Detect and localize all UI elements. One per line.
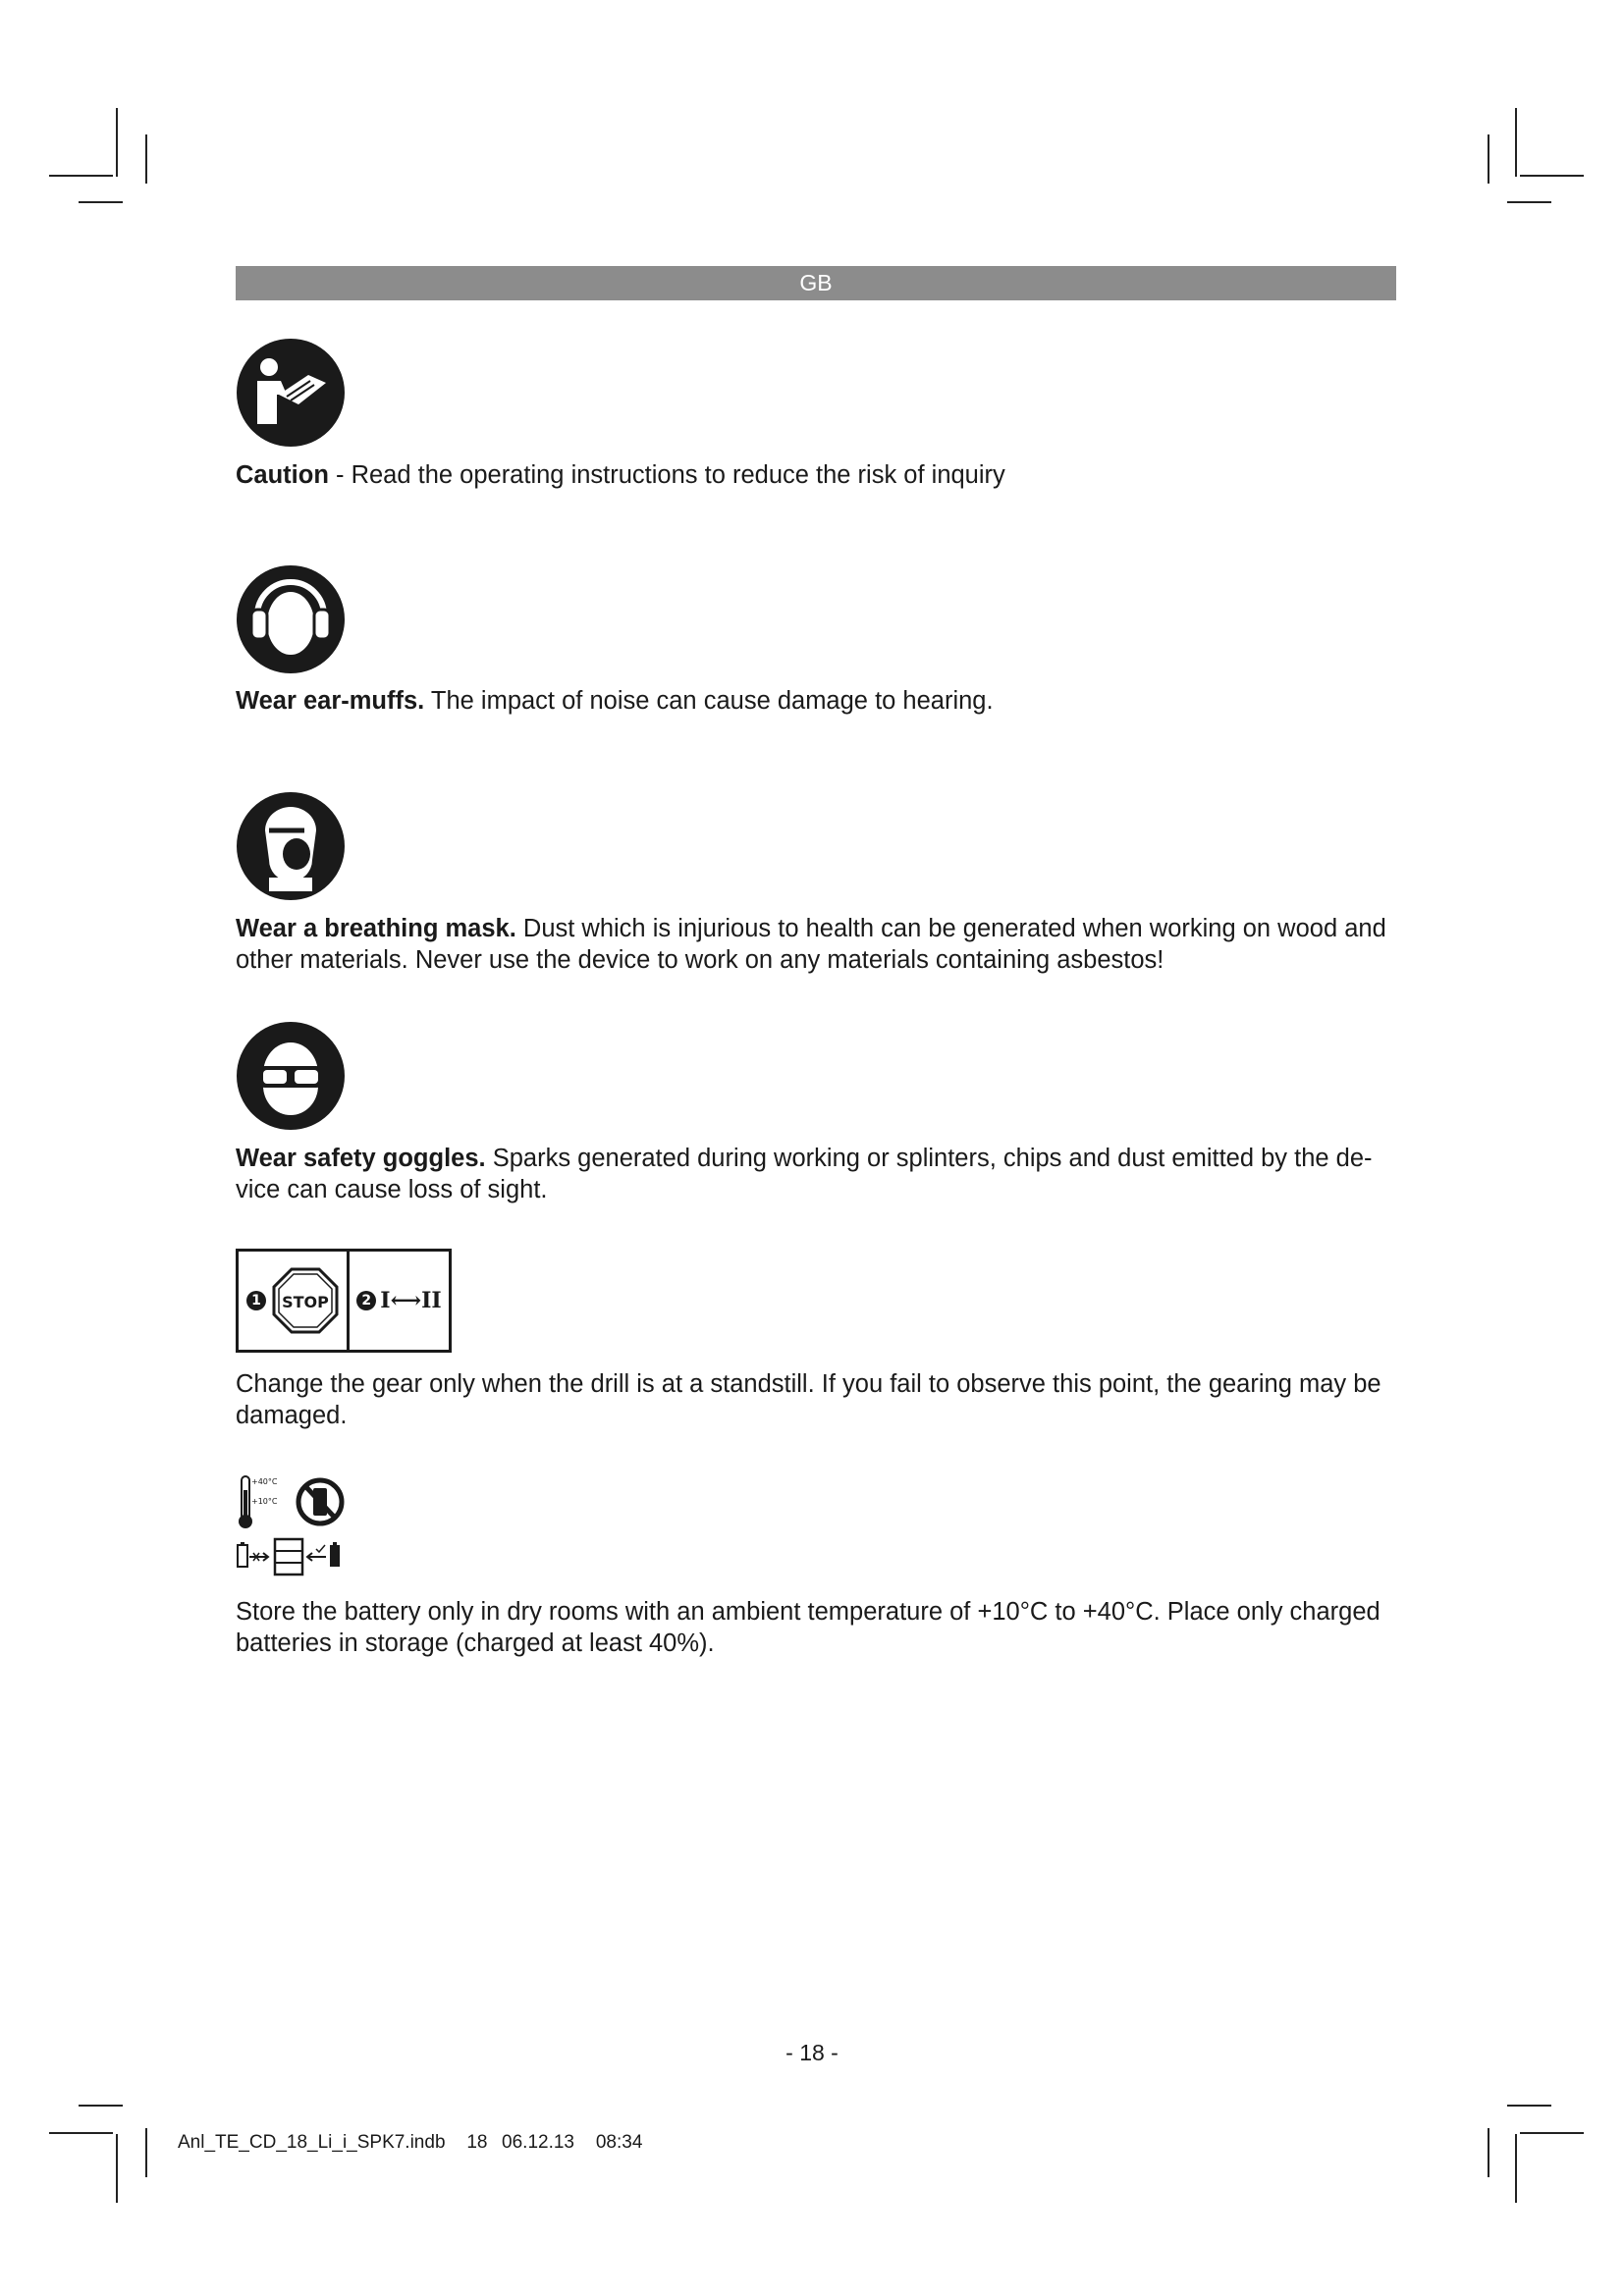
crop-mark: [1515, 2134, 1517, 2203]
step-number: 1: [246, 1291, 266, 1310]
crop-mark: [49, 2132, 113, 2134]
battery-storage-icon: [236, 1472, 353, 1578]
safety-text: [236, 1143, 1396, 1205]
safety-title: Wear ear-muffs.: [236, 687, 425, 715]
crop-mark: [1488, 134, 1489, 184]
read-manual-icon: [236, 338, 346, 448]
safety-body: Sparks generated during working or splinters, chips and dust emitted by the de-vice can cause loss of sight.: [236, 1145, 1373, 1203]
page-number: - 18 -: [785, 2040, 839, 2065]
crop-mark: [79, 2105, 123, 2107]
safety-goggles-icon: [236, 1021, 346, 1131]
crop-mark: [1520, 2132, 1584, 2134]
safety-body: - Read the operating instructions to reduce the risk of inquiry: [328, 461, 1005, 489]
temp-low-label: +10°C: [251, 1497, 278, 1506]
safety-text: [236, 685, 1396, 717]
crop-mark: [116, 2134, 118, 2203]
safety-text: [236, 459, 1396, 491]
crop-mark: [1515, 108, 1517, 177]
safety-title: Wear a breathing mask.: [236, 915, 516, 942]
crop-mark: [1488, 2128, 1489, 2177]
crop-mark: [1507, 2105, 1551, 2107]
safety-text: [236, 913, 1396, 976]
breathing-mask-icon: [236, 791, 346, 901]
crop-mark: [145, 2128, 147, 2177]
safety-body: The impact of noise can cause damage to hearing.: [424, 687, 994, 715]
gear-change-text: Change the gear only when the drill is at a standstill. If you fail to observe this point, the gearing may be damaged.: [236, 1370, 1381, 1429]
stop-gear-change-icon: [236, 1249, 452, 1353]
crop-mark: [79, 201, 123, 203]
temp-high-label: +40°C: [251, 1477, 278, 1486]
stop-label: STOP: [282, 1293, 329, 1311]
gear-change-label: I⟷II: [380, 1288, 442, 1313]
print-slug: Anl_TE_CD_18_Li_i_SPK7.indb 18 06.12.13 08:34: [178, 2132, 643, 2153]
crop-mark: [145, 134, 147, 184]
ear-muffs-icon: [236, 564, 346, 674]
crop-mark: [1520, 175, 1584, 177]
safety-title: Wear safety goggles.: [236, 1145, 486, 1172]
crop-mark: [49, 175, 113, 177]
safety-title: Caution: [236, 461, 329, 489]
step-number: 2: [356, 1291, 376, 1310]
crop-mark: [1507, 201, 1551, 203]
stop-sign-icon: [272, 1267, 339, 1334]
language-label: GB: [799, 270, 833, 295]
stop-cell: [239, 1252, 350, 1350]
gear-cell: [350, 1252, 449, 1350]
battery-storage-text: Store the battery only in dry rooms with an ambient temperature of +10°C to +40°C. Place only charged batteries in storage (charged at least 40%).: [236, 1598, 1380, 1657]
language-header-bar: [236, 266, 1396, 300]
safety-body: Dust which is injurious to health can be generated when working on wood and other materials. Never use the device to work on any materials containing asbestos!: [236, 915, 1386, 974]
crop-mark: [116, 108, 118, 177]
